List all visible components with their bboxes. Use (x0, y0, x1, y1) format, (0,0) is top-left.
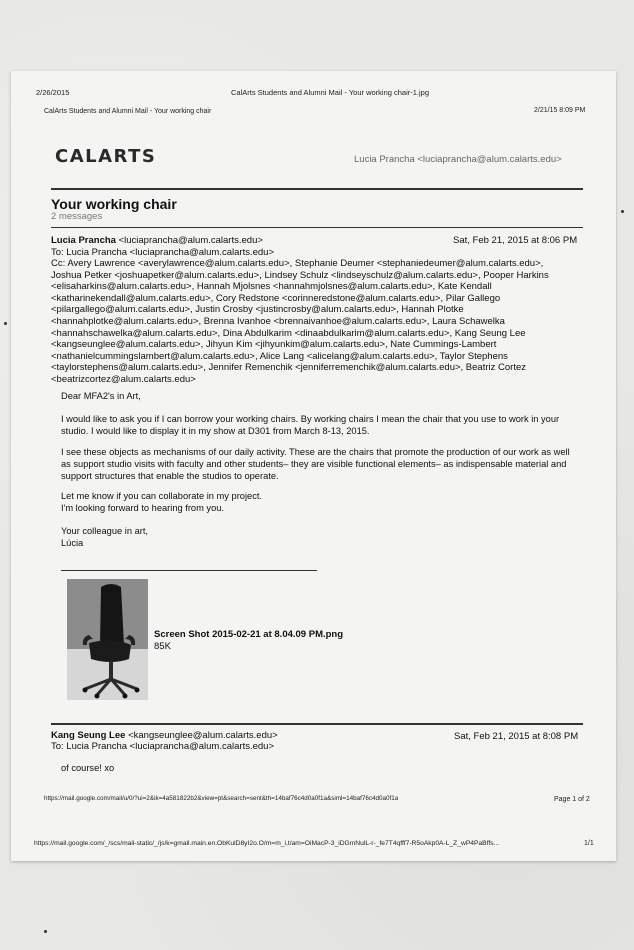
message2-body: of course! xo (61, 763, 115, 773)
cc-line: <elisaharkins@alum.calarts.edu>, Hannah Mjolsnes <hannahmjolsnes@alum.calarts.edu>, Kate Kendall (51, 281, 492, 293)
chair-thumbnail[interactable] (67, 579, 148, 700)
cc-line: <pilargallego@alum.calarts.edu>, Justin Crosby <justincrosby@alum.calarts.edu>, Hannah Plotke (51, 304, 464, 316)
message1-sender (51, 235, 263, 247)
cc-line: Cc: Avery Lawrence <averylawrence@alum.calarts.edu>, Stephanie Deumer <stephaniedeumer@alum.calarts.edu>, (51, 258, 544, 269)
wall-speck (44, 930, 47, 933)
cc-line: <hannahschawelka@alum.calarts.edu>, Dina Abdulkarim <dinaabdulkarim@alum.calarts.edu>, Kang Seung Lee (51, 327, 526, 339)
print-title: CalArts Students and Alumni Mail - Your working chair-1.jpg (231, 88, 430, 97)
cc-line: <nathanielcummingslambert@alum.calarts.edu>, Alice Lang <alicelang@alum.calarts.edu>, Taylor Stephens (51, 350, 508, 362)
cc-line: <beatrizcortez@alum.calarts.edu> (51, 373, 196, 385)
message1-paragraph1: I would like to ask you if I can borrow your working chairs. By working chairs I mean the chair that you use to work in your studio. I would like to display it in my show at D301 from March 8-13, 2015. (61, 414, 560, 436)
attachment-filename[interactable]: Screen Shot 2015-02-21 at 8.04.09 PM.png (154, 629, 344, 640)
mail-header-datetime: 2/21/15 8:09 PM (534, 107, 586, 114)
account-email: Lucia Prancha <luciaprancha@alum.calarts.edu> (354, 154, 562, 165)
message1-paragraph3-line1: Let me know if you can collaborate in my project. (61, 491, 263, 501)
calarts-logo: CALARTS (55, 146, 157, 167)
wall-speck (4, 322, 7, 325)
message1-paragraph3-line2: I'm looking forward to hearing from you. (61, 503, 224, 513)
cc-line: <taylorstephens@alum.calarts.edu>, Jennifer Remenchik <jenniferremenchik@alum.calarts.edu>, Beatriz Cortez (51, 362, 526, 374)
attachment-divider (61, 570, 317, 571)
message2-date: Sat, Feb 21, 2015 at 8:08 PM (454, 731, 579, 742)
attachment-size: 85K (154, 641, 171, 652)
subject-divider (51, 227, 583, 228)
message1-greeting: Dear MFA2's in Art, (61, 391, 141, 401)
message1-sender-name: Lucia Prancha (51, 235, 116, 246)
message1-sender-email: <luciaprancha@alum.calarts.edu> (115, 235, 263, 246)
message-divider (51, 723, 583, 725)
message2-sender-email: <kangseunglee@alum.calarts.edu> (125, 730, 278, 741)
mail-header-title: CalArts Students and Alumni Mail - Your working chair (44, 108, 212, 115)
message1-signoff: Your colleague in art, (61, 526, 149, 536)
message1-date: Sat, Feb 21, 2015 at 8:06 PM (453, 235, 578, 246)
cc-line: <hannahplotke@alum.calarts.edu>, Brenna Ivanhoe <brennaivanhoe@alum.calarts.edu>, Laura Schawelka (51, 315, 505, 327)
message1-cc (51, 258, 549, 386)
cc-line: Joshua Petker <joshuapetker@alum.calarts.edu>, Lindsey Schulz <lindseyschulz@alum.calarts.edu>, Pooper Harkins (51, 269, 549, 281)
office-chair-icon (67, 579, 148, 700)
message2-sender (51, 730, 278, 742)
header-divider (51, 188, 583, 190)
mail-footer-url[interactable]: https://mail.google.com/mail/u/0/?ui=2&ik=4a581822b2&view=pt&search=sent&th=14baf76c4d0a0f1a&siml=14baf76c4d0a0f1a (44, 795, 399, 802)
print-footer-page: 1/1 (584, 840, 594, 847)
cc-line: <kangseunglee@alum.calarts.edu>, Jihyun Kim <jihyunkim@alum.calarts.edu>, Nate Cummings-Lambert (51, 339, 497, 351)
message2-to: To: Lucia Prancha <luciaprancha@alum.calarts.edu> (51, 741, 274, 752)
print-date: 2/26/2015 (36, 88, 70, 97)
print-footer-url[interactable]: https://mail.google.com/_/scs/mail-static/_/js/k=gmail.main.en.ObKulD8yI2o.O/m=m_i,t/am=OiMacP-3_iDGmNulL-r-_fe7T4qfff7-R5oAkp0A-L_Z_wP4PaBffs... (34, 840, 500, 847)
message-count: 2 messages (51, 211, 103, 222)
subject-title: Your working chair (51, 196, 177, 212)
message1-signature: Lúcia (61, 538, 84, 548)
printed-page (11, 71, 616, 861)
mail-footer-page: Page 1 of 2 (554, 796, 590, 803)
wall-speck (621, 210, 624, 213)
message2-sender-name: Kang Seung Lee (51, 730, 126, 741)
message1-to: To: Lucia Prancha <luciaprancha@alum.calarts.edu> (51, 247, 274, 258)
cc-line: <katharinekendall@alum.calarts.edu>, Cory Redstone <corinneredstone@alum.calarts.edu>, Pilar Gallego (51, 292, 501, 304)
message1-paragraph2: I see these objects as mechanisms of our daily activity. These are the chairs that promote the production of our work as well as support studio visits with faculty and other students– they are visible functional elements– as indispensable material and support structures that enable the studios to operate. (61, 447, 570, 481)
